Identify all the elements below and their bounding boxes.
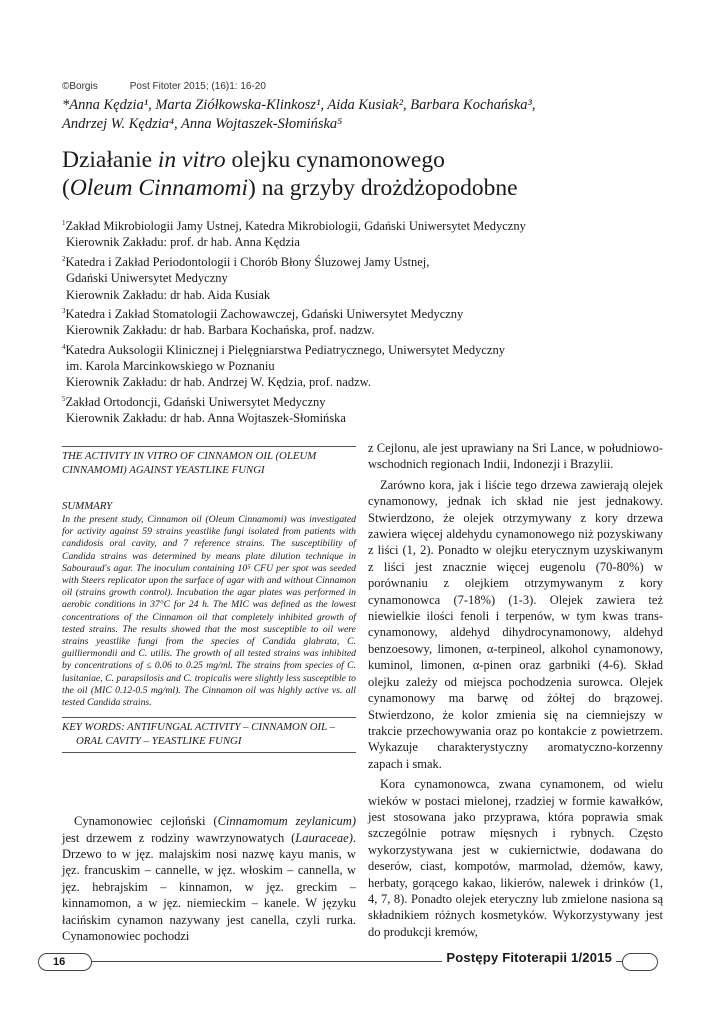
title-part-italic: in vitro — [157, 147, 226, 173]
body-paragraph: Kora cynamonowca, zwana cynamonem, od wielu wieków w postaci mielonej, rzadziej w formie kawałków, jest stosowana jako przyprawa, która poprawia smak szczególnie potraw mięsnych i rybnych. Często wykorzystywana jest w cukiernictwie, dodawana do deserów, ciast, kompotów, marmolad, dżemów, kawy, herbaty, gorącego kakao, likierów, nalewek i drinków (1, 4, 7, 8). Ponadto olejek eteryczny lub zmielone nasiona są składnikiem różnych kosmetyków. Wykorzystywany jest do produkcji kremów, — [368, 777, 663, 939]
affiliation-text: im. Karola Marcinkowskiego w Poznaniu — [66, 359, 275, 373]
affiliation-marker: 3 — [62, 306, 66, 315]
affiliation-line — [62, 339, 682, 358]
affiliation-line — [62, 374, 682, 390]
article-title — [62, 146, 682, 202]
summary-text: In the present study, Cinnamon oil (Oleum Cinnamomi) was investigated for activity against 59 strains yeastlike fungi isolated from patients with candidosis oral cavity, and 7 reference strains. The susceptibility of Candida strains was determined by means plate dilution technique in Sabouraud's agar. The inoculum containing 10⁵ CFU per spot was seeded with Steers replicator upon the surface of agar with and without Cinnamon oil (strains growth control). Incubation the agar plates was performed in aerobic conditions in 37°C for 24 h. The MIC was defined as the lowest concentrations of the Cinnamon oil that completely inhibited growth of tested strains. The results showed that the most susceptible to oil were strains yeastlike fungi from the species of Candida glabrata, C. guilliermondii and C. utilis. The growth of all tested strains was inhibited by concentrations of ≤ 0.06 to 0.25 mg/ml. The strains from species of C. lusitaniae, C. parapsilosis and C. tropicalis were slightly less susceptible to the oil (MIC 0.12-0.5 mg/ml). The Cinnamon oil was highly active vs. all tested Candida strains. — [62, 514, 356, 709]
abstract-column — [62, 446, 356, 945]
affiliation-text: Kierownik Zakładu: dr hab. Barbara Kochańska, prof. nadzw. — [66, 323, 375, 338]
affiliation-line — [62, 234, 682, 250]
authors-line-1: *Anna Kędzia¹, Marta Ziółkowska-Klinkosz¹, Aida Kusiak², Barbara Kochańska³, — [62, 97, 536, 113]
body-column-right — [368, 440, 663, 944]
affiliation-line — [62, 251, 682, 270]
summary-heading: SUMMARY — [62, 500, 113, 512]
affiliation-line — [62, 391, 682, 410]
text-run: Cynamonowiec cejloński ( — [74, 814, 218, 829]
affiliation-text: Katedra Auksologii Klinicznej i Pielęgniarstwa Pediatrycznego, Uniwersytet Medyczny — [65, 342, 505, 357]
body-paragraph — [62, 813, 356, 944]
affiliation-text: Zakład Mikrobiologii Jamy Ustnej, Katedra Mikrobiologii, Gdański Uniwersytet Medyczny — [65, 219, 526, 234]
affiliation-marker: 5 — [62, 394, 66, 403]
affiliation-text: Zakład Ortodoncji, Gdański Uniwersytet Medyczny — [65, 394, 326, 409]
affiliation-line — [62, 322, 682, 338]
authors-line-2: Andrzej W. Kędzia⁴, Anna Wojtaszek-Słomińska⁵ — [62, 116, 343, 132]
copyright-label: ©Borgis — [62, 81, 98, 92]
journal-source: Post Fitoter 2015; (16)1: 16-20 — [129, 81, 266, 92]
title-part: ( — [62, 175, 70, 201]
journal-name: Postępy Fitoterapii 1/2015 — [442, 950, 616, 965]
title-part: olejku cynamonowego — [225, 147, 445, 173]
text-run: jest drzewem z rodziny wawrzynowatych ( — [62, 830, 296, 845]
affiliation-text: Kierownik Zakładu: dr hab. Anna Wojtaszek-Słomińska — [66, 411, 346, 426]
page-number: 16 — [38, 953, 92, 971]
affiliation-text: Gdański Uniwersytet Medyczny — [66, 271, 228, 286]
affiliation-text: Katedra i Zakład Periodontologii i Chorób Błony Śluzowej Jamy Ustnej, — [65, 254, 430, 269]
text-run-italic: Lauraceae) — [295, 830, 353, 845]
divider — [62, 752, 356, 753]
affiliation-line — [62, 303, 682, 322]
affiliation-marker: 4 — [62, 342, 66, 351]
affiliation-text: Kierownik Zakładu: dr hab. Aida Kusiak — [66, 287, 271, 302]
affiliation-line — [62, 358, 682, 374]
affiliation-marker: 1 — [62, 219, 66, 227]
affiliations — [62, 215, 682, 426]
affiliation-text: Katedra i Zakład Stomatologii Zachowawczej, Gdański Uniwersytet Medyczny — [65, 306, 464, 321]
affiliation-line — [62, 215, 682, 234]
title-part-italic: Oleum Cinnamomi — [69, 175, 249, 201]
affiliation-marker: 2 — [62, 254, 66, 263]
keywords: KEY WORDS: ANTIFUNGAL ACTIVITY – CINNAMON OIL – ORAL CAVITY – YEASTLIKE FUNGI — [62, 721, 336, 747]
affiliation-line — [62, 270, 682, 286]
citation-line — [62, 81, 266, 92]
title-part: ) na grzyby drożdżopodobne — [248, 175, 518, 201]
footer-end-cap — [622, 953, 658, 971]
text-run: . Drzewo to w jęz. malajskim nosi nazwę kayu manis, w jęz. francuskim – cannelle, w jęz. włoskim – cannella, w jęz. hebrajskim – kinnamon, w jęz. greckim – kinnamomon, a w jęz. niemieckim – kanele. W języku łacińskim cynamon nazywany jest canella, czyli rurka. Cynamonowiec pochodzi — [62, 830, 356, 944]
body-paragraph: z Cejlonu, ale jest uprawiany na Sri Lance, w południowo-wschodnich regionach Indii, Indonezji i Brazylii. — [368, 441, 663, 472]
affiliation-line — [62, 410, 682, 426]
title-part: Działanie — [62, 147, 158, 173]
page-footer — [38, 952, 658, 972]
affiliation-text: Kierownik Zakładu: prof. dr hab. Anna Kędzia — [66, 235, 300, 250]
author-list — [62, 96, 662, 134]
affiliation-text: Kierownik Zakładu: dr hab. Andrzej W. Kędzia, prof. nadzw. — [66, 375, 371, 390]
english-title: THE ACTIVITY IN VITRO OF CINNAMON OIL (OLEUM CINNAMOMI) AGAINST YEASTLIKE FUNGI — [62, 450, 317, 476]
body-paragraph: Zarówno kora, jak i liście tego drzewa zawierają olejek cynamonowy, jednak ich skład nie jest jednakowy. Stwierdzono, że olejek otrzymywany z kory drzewa zawiera więcej aldehydu cynamonowego niż pozyskiwany z liści (1, 2). Ponadto w olejku eterycznym uzyskiwanym z liści jest znacznie więcej eugenolu (70-80%) w porównaniu z olejkiem otrzymywanym z kory cynamonowca (7-18%) (1-3). Olejek zawiera też niewielkie ilości fenoli i terpenów, w tym kwas trans-cynamonowy, aldehyd dihydrocynamonowy, aldehyd benzoesowy, limonen, α-terpineol, alkohol cynamonowy, kuminol, limonen, α-pinen oraz garbniki (4-6). Skład olejku zależy od miejsca pochodzenia surowca. Olejek cynamonowy ma barwę od żółtej do brązowej. Stwierdzono, że kolor zmienia się na ciemniejszy w trakcie przechowywania oraz po kontakcie z powietrzem. Wykazuje charakterystyczny aromatyczno-korzenny zapach i smak. — [368, 477, 663, 771]
affiliation-line — [62, 287, 682, 303]
divider — [62, 717, 356, 718]
divider — [62, 446, 356, 447]
text-run-italic: Cinnamomum zeylanicum) — [217, 814, 356, 829]
